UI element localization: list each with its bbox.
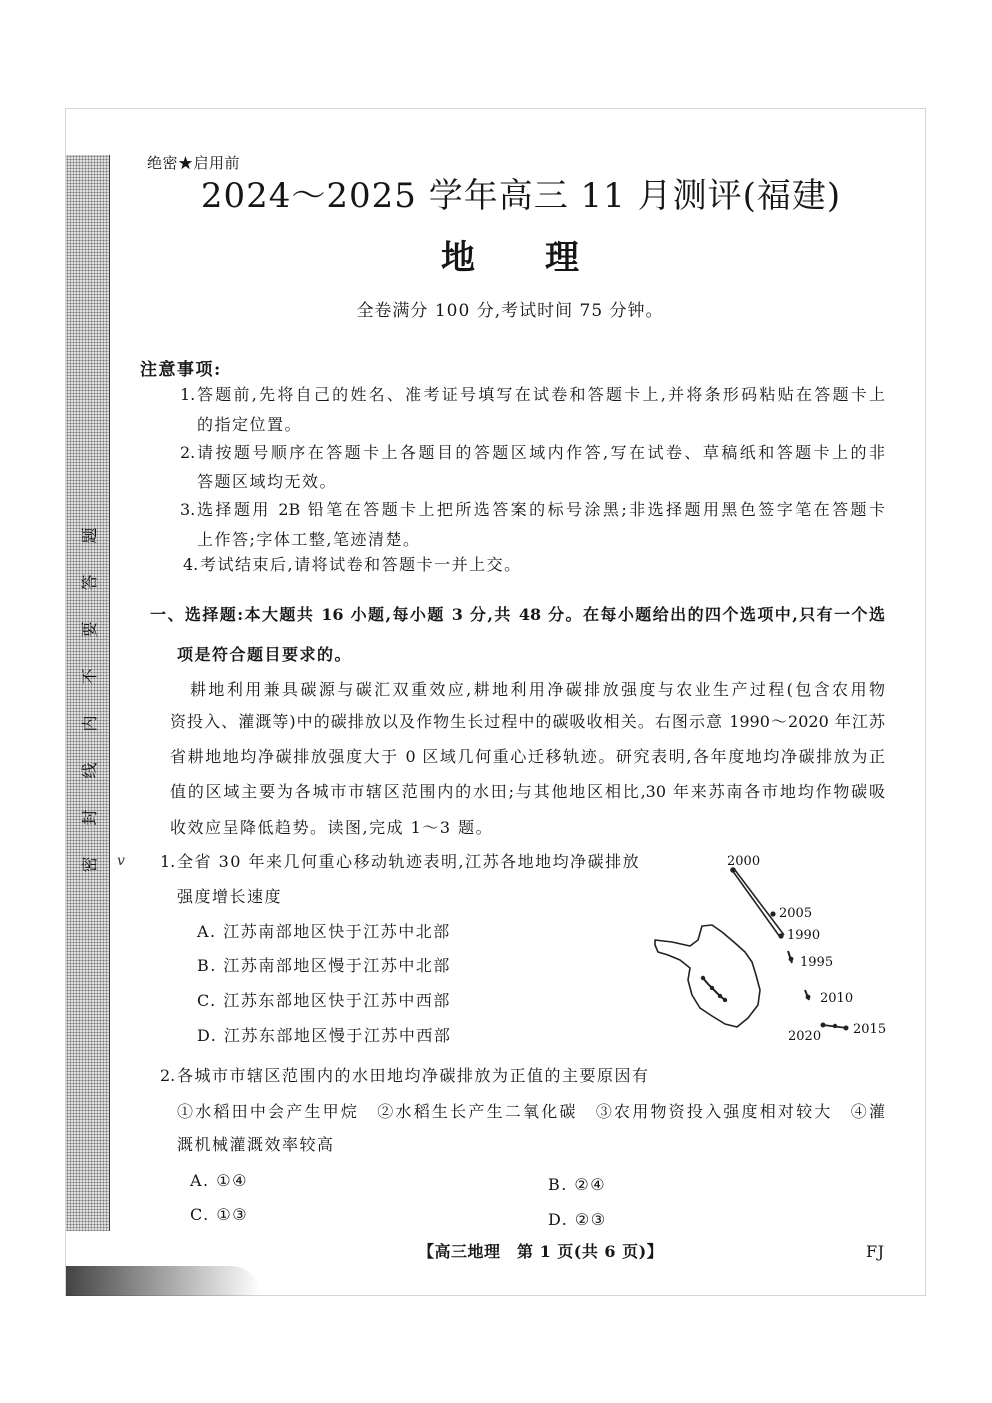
section-heading-line: 项是符合题目要求的。 [177, 645, 353, 664]
score-info: 全卷满分 100 分,考试时间 75 分钟。 [356, 301, 664, 321]
answer-option: B. ②④ [548, 1175, 607, 1194]
year-label-2015: 2015 [853, 1022, 887, 1037]
notice-item-number: 3. [180, 500, 196, 519]
notice-item-line: 上作答;字体工整,笔迹清楚。 [197, 530, 421, 549]
passage-line: 耕地利用兼具碳源与碳汇双重效应,耕地利用净碳排放强度与农业生产过程(包含农用物 [190, 680, 885, 699]
choice-statements-line: ①水稻田中会产生甲烷 ②水稻生长产生二氧化碳 ③农用物资投入强度相对较大 ④灌 [177, 1102, 885, 1121]
exam-title: 2024～2025 学年高三 11 月测评(福建) [200, 176, 842, 216]
answer-option: B. 江苏南部地区慢于江苏中北部 [197, 956, 451, 975]
question-stem-line: 强度增长速度 [177, 887, 283, 906]
handwritten-check-mark: v [117, 853, 125, 869]
notice-item-line: 请按题号顺序在答题卡上各题目的答题区域内作答,写在试卷、草稿纸和答题卡上的非 [197, 443, 885, 462]
trajectory-line-2000-1990 [732, 870, 780, 937]
inner-trajectory-point [701, 976, 705, 980]
trajectory-point-1995 [789, 957, 794, 962]
trajectory-point-1990 [778, 933, 783, 938]
year-label-1990: 1990 [787, 928, 821, 943]
passage-line: 省耕地地均净碳排放强度大于 0 区域几何重心迁移轨迹。研究表明,各年度地均净碳排放为正 [170, 747, 885, 766]
page-footer-label: 【高三地理 第 1 页(共 6 页)】 [418, 1242, 664, 1261]
question-number: 1. [160, 852, 176, 871]
confidential-label: 绝密★启用前 [147, 154, 241, 172]
notice-item-number: 1. [180, 385, 196, 404]
trajectory-map [645, 845, 895, 1050]
section-heading-line: 一、选择题:本大题共 16 小题,每小题 3 分,共 48 分。在每小题给出的四个选项中,只有一个选 [150, 605, 885, 624]
question-stem-line: 全省 30 年来几何重心移动轨迹表明,江苏各地地均净碳排放 [177, 852, 641, 871]
paper-code: FJ [866, 1242, 885, 1261]
notice-item-line: 的指定位置。 [197, 415, 303, 434]
answer-option: D. ②③ [548, 1210, 607, 1229]
answer-option: A. ①④ [190, 1171, 248, 1190]
notice-item-line: 答题前,先将自己的姓名、准考证号填写在试卷和答题卡上,并将条形码粘贴在答题卡上 [197, 385, 885, 404]
answer-option: D. 江苏东部地区慢于江苏中西部 [197, 1026, 452, 1045]
notice-item-number: 2. [180, 443, 196, 462]
notice-item-line: 考试结束后,请将试卷和答题卡一并上交。 [200, 555, 522, 574]
year-label-2005: 2005 [779, 906, 813, 921]
inner-trajectory-point [718, 994, 722, 998]
trajectory-point-2005 [770, 911, 775, 916]
inner-trajectory-point [723, 998, 727, 1002]
trajectory-point-2015 [844, 1026, 849, 1031]
passage-line: 收效应呈降低趋势。读图,完成 1～3 题。 [170, 818, 494, 837]
notice-heading: 注意事项: [140, 360, 222, 380]
subject-title: 地 理 [441, 238, 597, 278]
trajectory-point-2010 [806, 995, 811, 1000]
choice-statements-line: 溉机械灌溉效率较高 [177, 1135, 335, 1154]
year-label-2020: 2020 [788, 1029, 822, 1044]
year-label-1995: 1995 [800, 955, 834, 970]
trajectory-line-2000-2005 [735, 870, 784, 935]
question-stem-line: 各城市市辖区范围内的水田地均净碳排放为正值的主要原因有 [177, 1066, 650, 1085]
notice-item-number: 4. [183, 555, 199, 574]
notice-item-line: 选择题用 2B 铅笔在答题卡上把所选答案的标号涂黑;非选择题用黑色签字笔在答题卡 [197, 500, 885, 519]
scan-smudge [66, 1266, 261, 1296]
answer-option: A. 江苏南部地区快于江苏中北部 [197, 922, 451, 941]
province-outline [655, 925, 760, 1027]
binding-strip-text: 密封线内不要答题 [80, 496, 99, 873]
trajectory-point-mid [833, 1024, 837, 1028]
inner-trajectory-point [710, 986, 714, 990]
trajectory-point-2020 [821, 1023, 826, 1028]
notice-item-line: 答题区域均无效。 [197, 472, 338, 491]
year-label-2000: 2000 [727, 854, 761, 869]
answer-option: C. ①③ [190, 1205, 249, 1224]
passage-line: 值的区域主要为各城市市辖区范围内的水田;与其他地区相比,30 年来苏南各市地均作物碳吸 [170, 782, 885, 801]
question-number: 2. [160, 1066, 176, 1085]
year-label-2010: 2010 [820, 991, 854, 1006]
passage-line: 资投入、灌溉等)中的碳排放以及作物生长过程中的碳吸收相关。右图示意 1990～2020 年江苏 [170, 712, 885, 731]
answer-option: C. 江苏东部地区快于江苏中西部 [197, 991, 451, 1010]
